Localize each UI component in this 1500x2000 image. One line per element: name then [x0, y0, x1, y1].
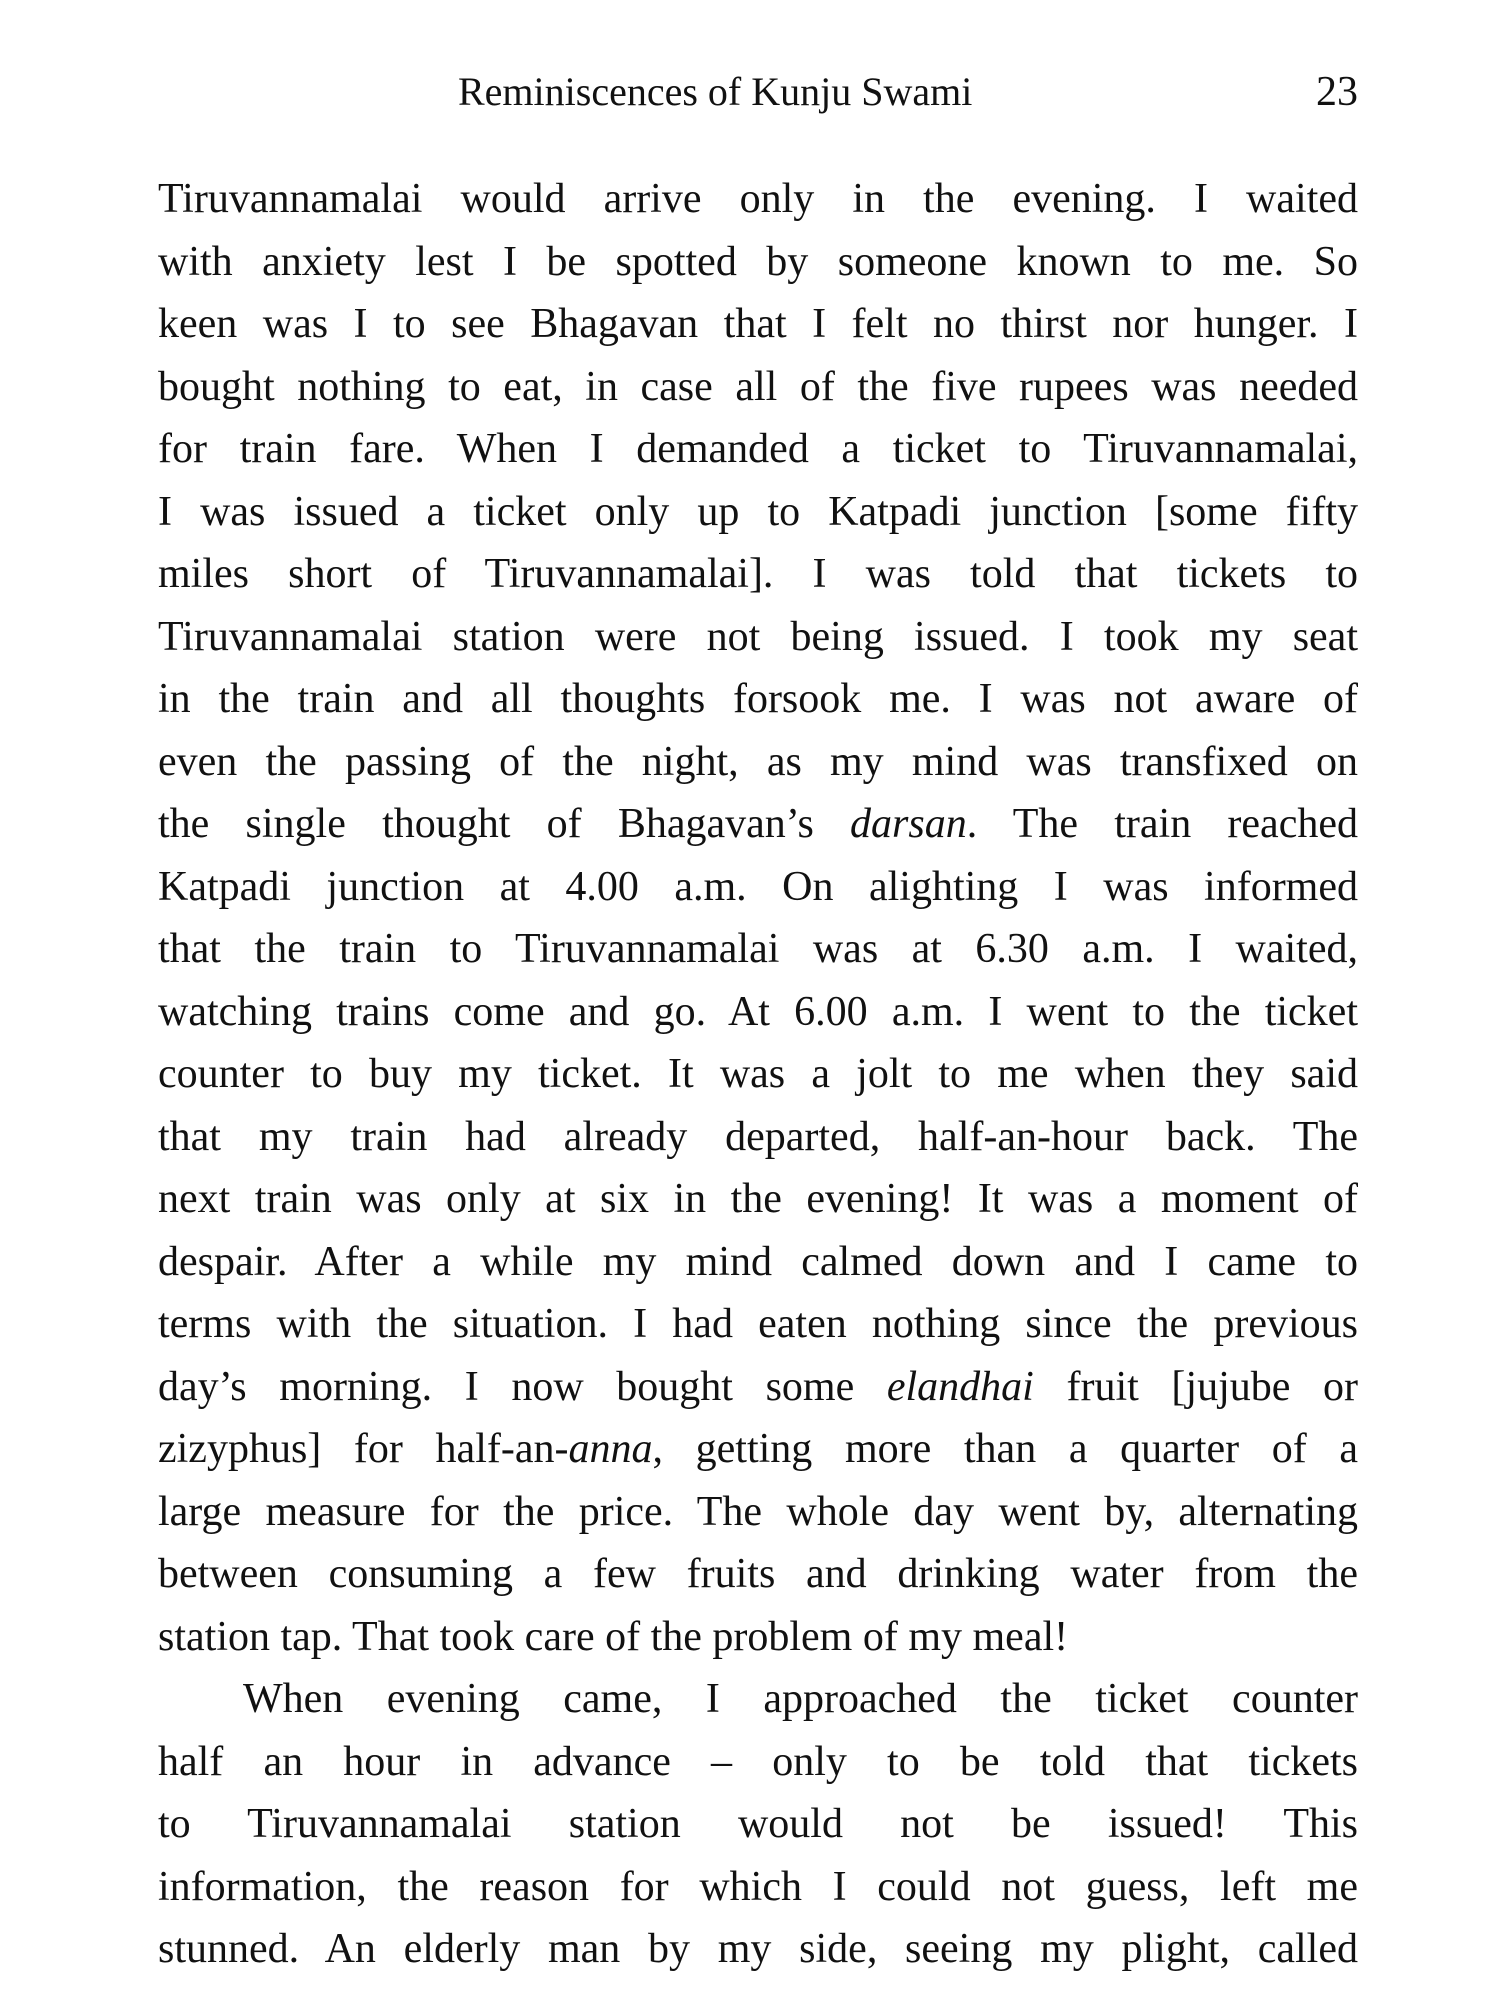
text-line: to Tiruvannamalai station would not be issued! This [158, 1801, 1358, 1847]
running-head [158, 62, 1358, 122]
italic-term-elandhai: elandhai [886, 1363, 1034, 1410]
text-line: watching trains come and go. At 6.00 a.m. I went to the ticket [158, 988, 1358, 1035]
text-segment: fruit [jujube or [1033, 1363, 1358, 1410]
text-segment: zizyphus] for half-an- [158, 1426, 569, 1472]
text-line-with-italic [158, 793, 1358, 856]
text-line: even the passing of the night, as my mind was transfixed on [158, 738, 1358, 785]
body-text [158, 168, 1358, 1981]
text-line: that my train had already departed, half-an-hour back. The [158, 1113, 1358, 1160]
text-segment: day’s morning. I now bought some [158, 1363, 887, 1410]
text-line: that the train to Tiruvannamalai was at 6.30 a.m. I waited, [158, 926, 1358, 972]
text-segment: . The train reached [966, 801, 1358, 847]
page-number: 23 [1316, 69, 1358, 115]
italic-term-darsan: darsan [850, 801, 967, 847]
running-title: Reminiscences of Kunju Swami [458, 69, 973, 114]
text-line: counter to buy my ticket. It was a jolt to me when they said [158, 1051, 1358, 1097]
text-line: between consuming a few fruits and drinking water from the [158, 1551, 1358, 1597]
text-line: stunned. An elderly man by my side, seeing my plight, called [158, 1926, 1358, 1972]
text-line: half an hour in advance – only to be told that tickets [158, 1738, 1358, 1785]
paragraph-start-line: When evening came, I approached the ticket counter [243, 1676, 1358, 1722]
text-line-with-italic [158, 1418, 1358, 1481]
text-line: Tiruvannamalai would arrive only in the evening. I waited [158, 176, 1358, 222]
text-line: I was issued a ticket only up to Katpadi junction [some fifty [158, 488, 1358, 535]
text-line: keen was I to see Bhagavan that I felt no thirst nor hunger. I [158, 301, 1358, 347]
text-line: bought nothing to eat, in case all of the five rupees was needed [158, 363, 1358, 410]
text-line: information, the reason for which I could not guess, left me [158, 1863, 1358, 1910]
text-line: miles short of Tiruvannamalai]. I was told that tickets to [158, 551, 1358, 597]
italic-term-anna: anna [568, 1426, 653, 1472]
text-segment: , getting more than a quarter of a [652, 1426, 1359, 1472]
text-line: large measure for the price. The whole day went by, alternating [158, 1488, 1358, 1535]
text-segment: the single thought of Bhagavan’s [158, 801, 851, 847]
text-line: Tiruvannamalai station were not being issued. I took my seat [158, 613, 1358, 660]
text-line: in the train and all thoughts forsook me. I was not aware of [158, 676, 1358, 722]
paragraph-end-line: station tap. That took care of the problem of my meal! [158, 1613, 1069, 1660]
text-line: with anxiety lest I be spotted by someone known to me. So [158, 238, 1358, 285]
text-line: for train fare. When I demanded a ticket to Tiruvannamalai, [158, 426, 1358, 472]
text-line: despair. After a while my mind calmed down and I came to [158, 1238, 1358, 1285]
text-line: terms with the situation. I had eaten nothing since the previous [158, 1301, 1358, 1347]
text-line: next train was only at six in the evening! It was a moment of [158, 1176, 1358, 1222]
text-line: Katpadi junction at 4.00 a.m. On alighting I was informed [158, 863, 1358, 910]
text-line-with-italic [158, 1356, 1358, 1419]
